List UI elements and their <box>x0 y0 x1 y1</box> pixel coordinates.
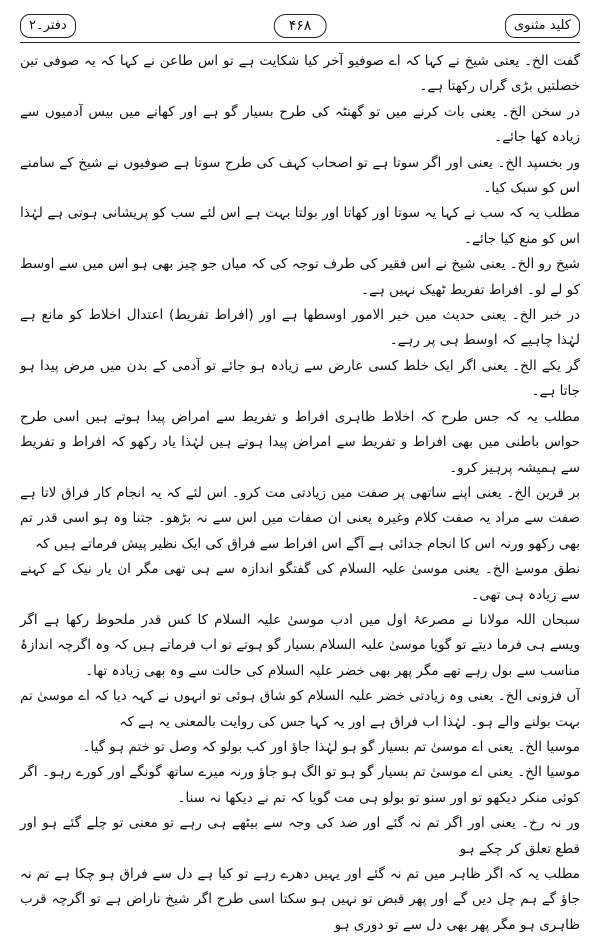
paragraph: موسیا الخ۔ یعنی اے موسیٰ تم بسیار گو ہو تو الگ ہو جاؤ ورنہ میرے ساتھ گونگے اور کورے رہو۔ اگر کوئی منکر دیکھو تو اور سنو تو بولو ہی مت گویا کہ تم نے دیکھا نہ سنا۔ <box>20 764 580 806</box>
paragraph: سبحان اللہ مولانا نے مصرعۂ اول میں ادب موسیٰ علیہ السلام کا کس قدر ملحوظ رکھا ہے اگر ویسے ہی فرما دیتے تو گویا موسیٰ علیہ السلام بسیار گو ہوتے تو اب فرماتے ہیں کہ وہ اگرچہ اندازۂ مناسب سے بول رہے تھے مگر پھر بھی خضر علیہ السلام کی حالت سے وہ بھی زیادہ تھا۔ <box>20 611 580 679</box>
page-header <box>20 12 580 43</box>
paragraph: مطلب یہ کہ اگر ظاہر میں تم نہ گئے اور یہیں دھرے رہے تو کیا ہے دل سے فراق ہو چکا ہے تم نہ جاؤ گے ہم چل دیں گے اور پھر قبض تو نہیں ہو سکتا اسی طرح اگر شیخ ناراض ہے تو اگرچہ قرب ظاہری ہو مگر پھر بھی دل سے تو دوری ہو <box>20 866 580 933</box>
paragraph: گفت الخ۔ یعنی شیخ نے کہا کہ اے صوفیو آخر کیا شکایت ہے تو اس طاعن نے کہا کہ یہ صوفی تین خصلتیں بڑی گراں رکھتا ہے۔ <box>20 53 580 95</box>
book-title: کلید مثنوی <box>505 14 580 38</box>
paragraph: شیخ رو الخ۔ یعنی شیخ نے اس فقیر کی طرف توجہ کی کہ میاں جو چیز بھی ہو اس میں سے اوسط کو لے لو۔ افراط تفریط ٹھیک نہیں ہے۔ <box>20 256 580 298</box>
paragraph: در سخن الخ۔ یعنی بات کرنے میں تو گھنٹہ کی طرح بسیار گو ہے اور کھانے میں بیس آدمیوں سے زیادہ کھا جائے۔ <box>20 103 580 146</box>
paragraph: نطق موسےٰ الخ۔ یعنی موسیٰ علیہ السلام کی گفتگو اندازہ سے ہی تھی مگر ان یار نیک کے کہنے سے زیادہ ہی تھی۔ <box>20 561 580 603</box>
page-body <box>20 49 580 938</box>
paragraph: گر یکے الخ۔ یعنی اگر ایک خلط کسی عارض سے زیادہ ہو جائے تو آدمی کے بدن میں مرض پیدا ہو جاتا ہے۔ <box>20 357 580 400</box>
page-number: ۴۶۸ <box>274 14 327 38</box>
paragraph: ور نہ رخ۔ یعنی اور اگر تم نہ گئے اور ضد کی وجہ سے بیٹھے ہی رہے تو معنی تو چلے گئے ہو اور قطع تعلق کر چکے ہو <box>20 815 580 857</box>
paragraph: در خبر الخ۔ یعنی حدیث میں خیر الامور اوسطھا ہے اور (افراط تفریط) اعتدال اخلاط کو مانع ہے لہٰذا چاہیے کہ اوسط ہی پر رہے۔ <box>20 307 580 349</box>
paragraph: بر قرین الخ۔ یعنی اپنے ساتھی پر صفت میں زیادتی مت کرو۔ اس لئے کہ یہ انجام کار فراق لاتا ہے صفت سے مراد یہ صفت کلام وغیرہ یعنی ان صفات میں اس سے نہ بڑھو۔ جتنا وہ ہو اسی قدر تم بھی رکھو ورنہ اس کا انجام جدائی ہے آگے اس افراط سے فراق کی ایک نظیر پیش فرماتے ہیں کہ <box>20 484 580 552</box>
paragraph: موسیا الخ۔ یعنی اے موسیٰ تم بسیار گو ہو لہٰذا جاؤ اور کب بولو کہ وصل تو ختم ہو گیا۔ <box>82 738 580 755</box>
paragraph: آں فزونی الخ۔ یعنی وہ زیادتی خضر علیہ السلام کو شاق ہوئی تو انہوں نے کہہ دیا کہ اے موسیٰ تم بہت بولنے والے ہو۔ لہٰذا اب فراق ہے اور یہ کہا جس کی روایت بالمعنی یہ ہے کہ <box>20 688 580 730</box>
paragraph: ور بخسپد الخ۔ یعنی اور اگر سوتا ہے تو اصحاب کہف کی طرح سوتا ہے صوفیوں نے شیخ کے سامنے اس کو سبک کیا۔ <box>20 154 580 197</box>
paragraph: مطلب یہ کہ سب نے کہا یہ سوتا اور کھاتا اور بولتا بہت ہے اس لئے سب کو پریشانی ہوتی ہے لہٰذا اس کو منع کیا جائے۔ <box>20 205 580 247</box>
paragraph: مطلب یہ کہ جس طرح کہ اخلاط ظاہری افراط و تفریط سے امراض پیدا ہوتے ہیں اسی طرح حواس باطنی میں بھی افراط و تفریط سے امراض پیدا ہوتے ہیں لہٰذا یاد رکھو کہ افراط و تفریط سے ہمیشہ پرہیز کرو۔ <box>20 408 580 476</box>
volume-label: دفتر۔۲ <box>20 14 76 38</box>
